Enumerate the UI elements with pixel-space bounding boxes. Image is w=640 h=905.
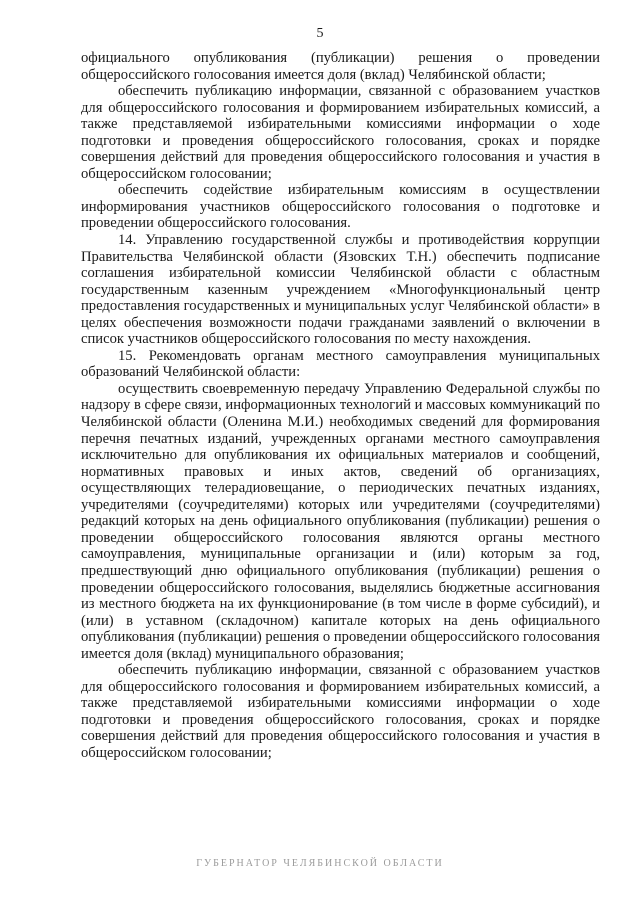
footer-watermark: ГУБЕРНАТОР ЧЕЛЯБИНСКОЙ ОБЛАСТИ [196,858,444,869]
paragraph: осуществить своевременную передачу Управлению Федеральной службы по надзору в сфере связи, информационных технологий и массовых коммуникаций по Челябинской области (Оленина М.И.) необходимых сведений для формирования перечня печатных изданий, учрежденных органами местного самоуправления исключительно для опубликования их официальных материалов и сообщений, нормативных правовых и иных актов, сведений об организациях, осуществляющих телерадиовещание, о периодических печатных изданиях, учредителями (соучредителями) которых или учредителями (соучредителями) редакций которых на день официального опубликования (публикации) решения о проведении общероссийского голосования являются органы местного самоуправления, муниципальные организации и (или) которым за год, предшествующий дню официального опубликования (публикации) решения о проведении общероссийского голосования, выделялись бюджетные ассигнования из местного бюджета на их функционирование (в том числе в форме субсидий), и (или) в уставном (складочном) капитале которых на день официального опубликования (публикации) решения о проведении общероссийского голосования имеется доля (вклад) муниципального образования; [81,380,600,662]
document-body [81,50,600,762]
paragraph: обеспечить публикацию информации, связанной с образованием участков для общероссийского голосования и формированием избирательных комиссий, а также представляемой избирательными комиссиями информации о ходе подготовки и проведения общероссийского голосования, сроках и порядке совершения действий для проведения общероссийского голосования и участия в общероссийском голосовании; [81,83,600,182]
paragraph-item-15: 15. Рекомендовать органам местного самоуправления муниципальных образований Челябинской области: [81,347,600,381]
paragraph-item-14: 14. Управлению государственной службы и противодействия коррупции Правительства Челябинской области (Язовских Т.Н.) обеспечить подписание соглашения избирательной комиссии Челябинской области с областным государственным казенным учреждением «Многофункциональный центр предоставления государственных и муниципальных услуг Челябинской области» в целях обеспечения возможности подачи гражданами заявлений о включении в список участников общероссийского голосования по месту нахождения. [81,232,600,348]
page-number: 5 [316,26,324,41]
paragraph: обеспечить содействие избирательным комиссиям в осуществлении информирования участников общероссийского голосования о подготовке и проведении общероссийского голосования. [81,182,600,232]
paragraph-continuation: официального опубликования (публикации) решения о проведении общероссийского голосования имеется доля (вклад) Челябинской области; [81,50,600,83]
paragraph: обеспечить публикацию информации, связанной с образованием участков для общероссийского голосования и формированием избирательных комиссий, а также представляемой избирательными комиссиями информации о ходе подготовки и проведения общероссийского голосования, сроках и порядке совершения действий для проведения общероссийского голосования и участия в общероссийском голосовании; [81,662,600,761]
